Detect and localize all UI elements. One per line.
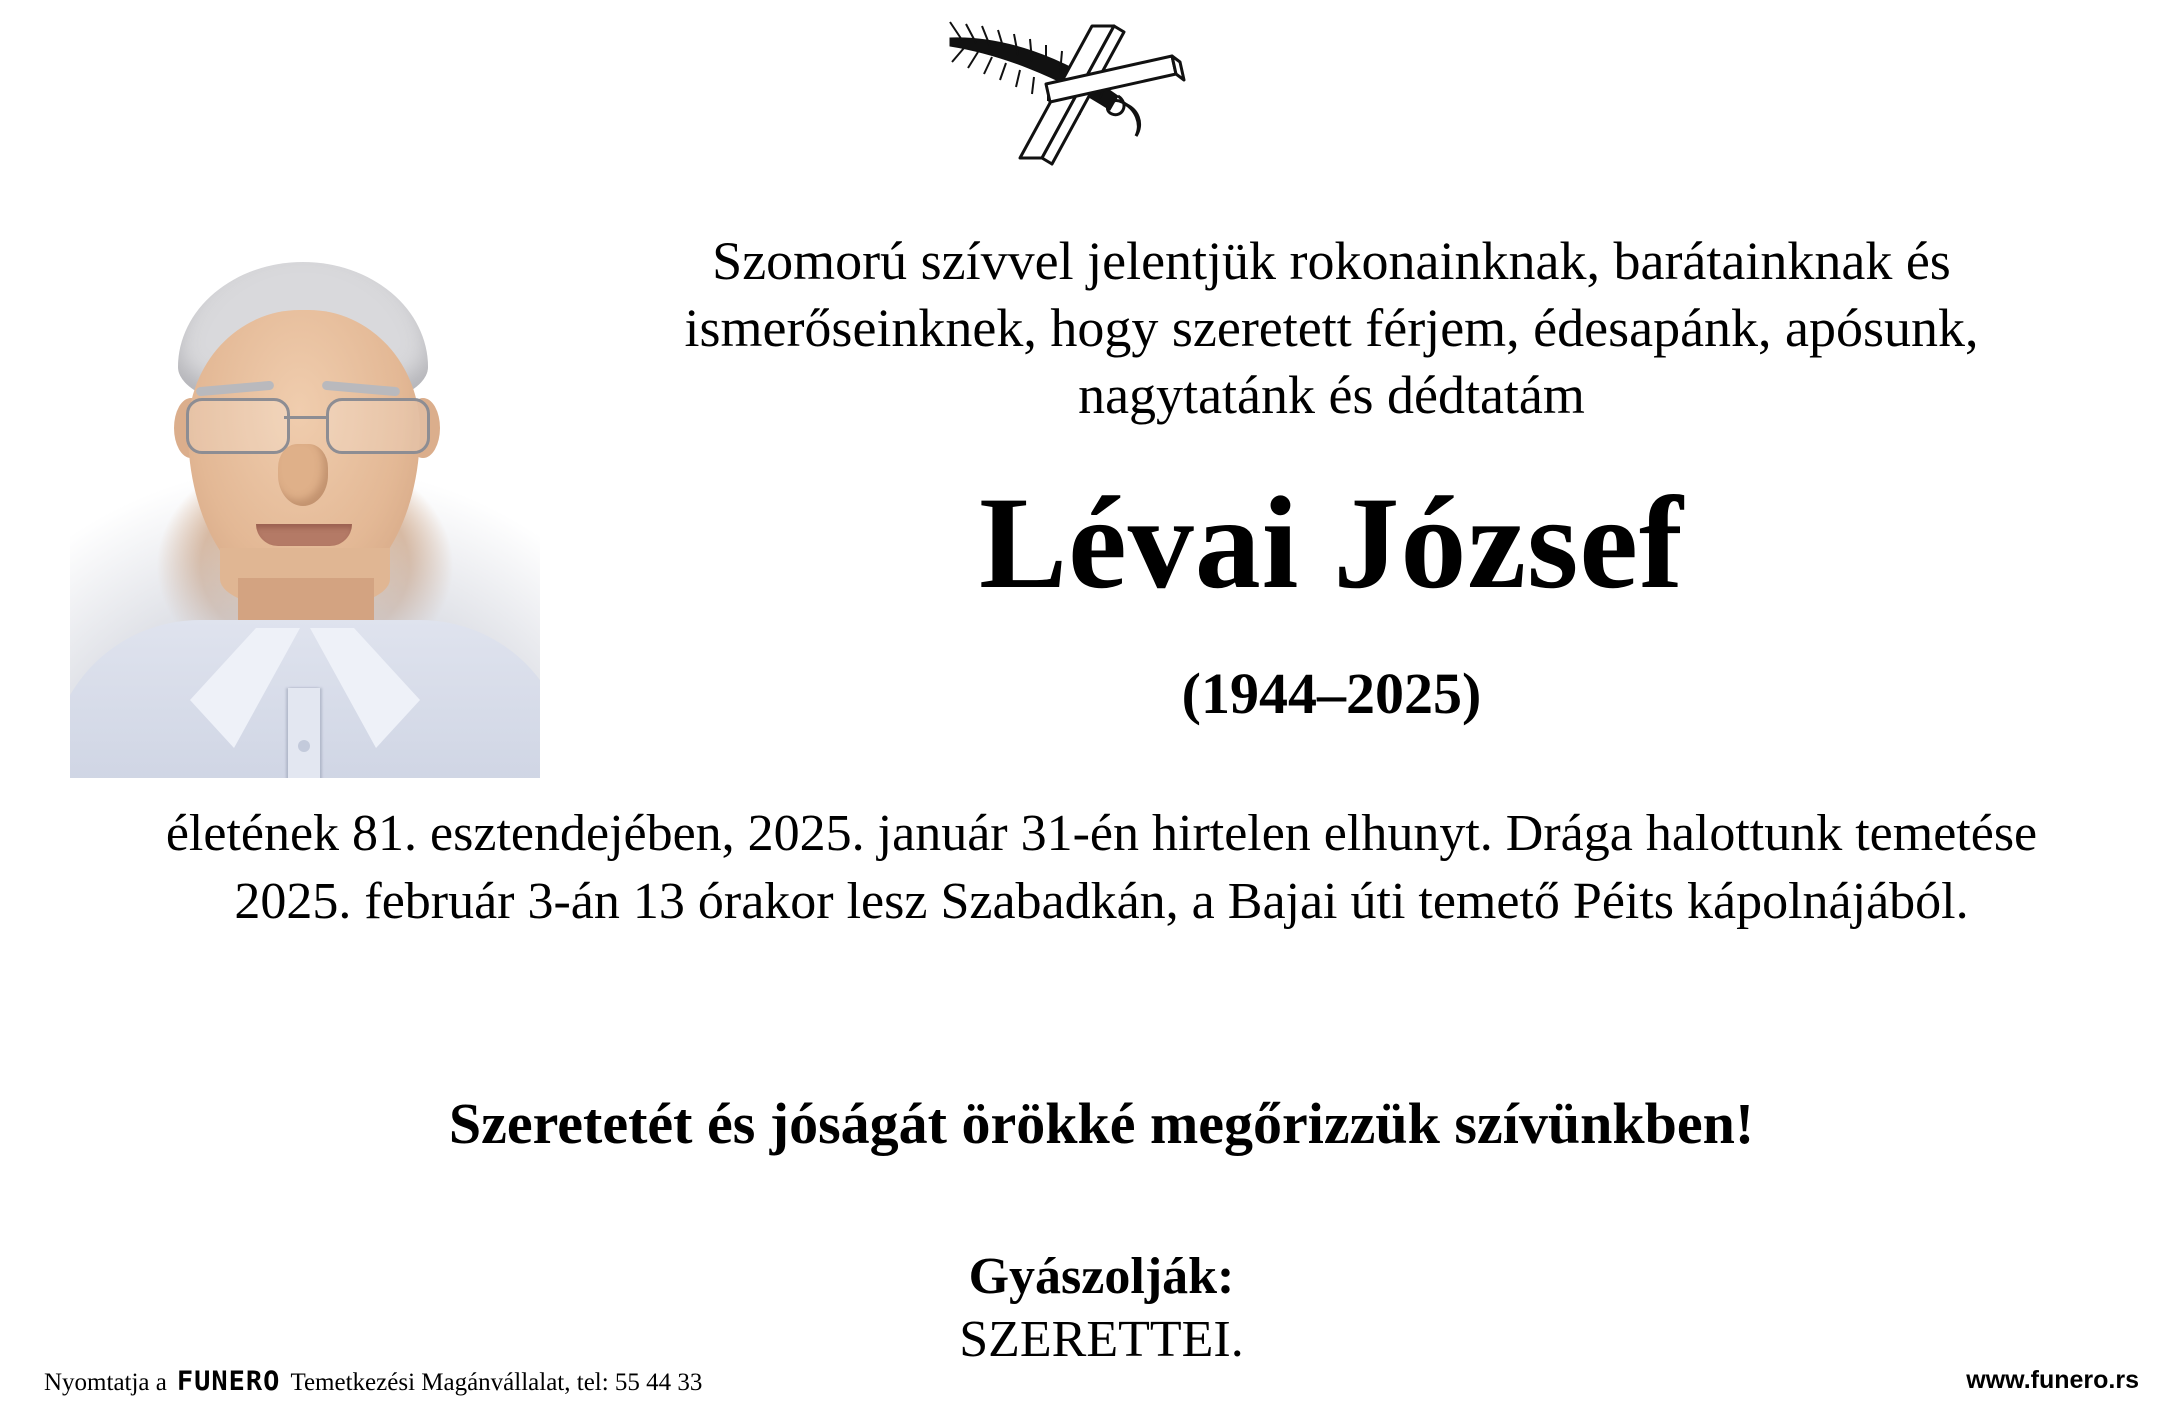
memorial-motto: Szeretetét és jóságát örökké megőrizzük szívünkben! bbox=[448, 1091, 1755, 1156]
deceased-name: Lévai József bbox=[979, 469, 1684, 616]
footer-website[interactable]: www.funero.rs bbox=[1966, 1366, 2139, 1394]
mourners-value: SZERETTEI. bbox=[959, 1311, 1244, 1369]
funero-logo: FUNERO bbox=[176, 1366, 281, 1397]
deceased-portrait bbox=[70, 248, 540, 778]
mourners-block bbox=[120, 1245, 2083, 1372]
funeral-details: életének 81. esztendejében, 2025. január 31-én hirtelen elhunyt. Drága halottunk temetése 2025. február 3-án 13 órakor lesz Szabadkán, a Bajai úti temető Péits kápolnájából. bbox=[165, 805, 2038, 930]
footer-print-suffix: Temetkezési Magánvállalat, tel: 55 44 33 bbox=[290, 1369, 703, 1396]
footer-print-info bbox=[44, 1366, 702, 1397]
portrait-photo bbox=[70, 248, 540, 778]
mourners-label: Gyászolják: bbox=[968, 1248, 1235, 1305]
portrait-nose bbox=[278, 444, 328, 506]
portrait-mouth bbox=[256, 524, 352, 546]
glasses-lens-right bbox=[326, 398, 430, 454]
glasses-bridge bbox=[284, 416, 326, 419]
portrait-shirt-placket bbox=[288, 688, 320, 778]
announcement-intro: Szomorú szívvel jelentjük rokonainknak, barátainknak és ismerőseinknek, hogy szeretett férjem, édesapánk, apósunk, nagytatánk és dédtatám bbox=[684, 231, 1979, 425]
cross-with-palm-branch-icon bbox=[0, 18, 2183, 168]
portrait-shirt-button bbox=[298, 740, 310, 752]
life-years: (1944–2025) bbox=[1181, 661, 1482, 726]
footer-print-prefix: Nyomtatja a bbox=[44, 1369, 167, 1396]
glasses-lens-left bbox=[186, 398, 290, 454]
